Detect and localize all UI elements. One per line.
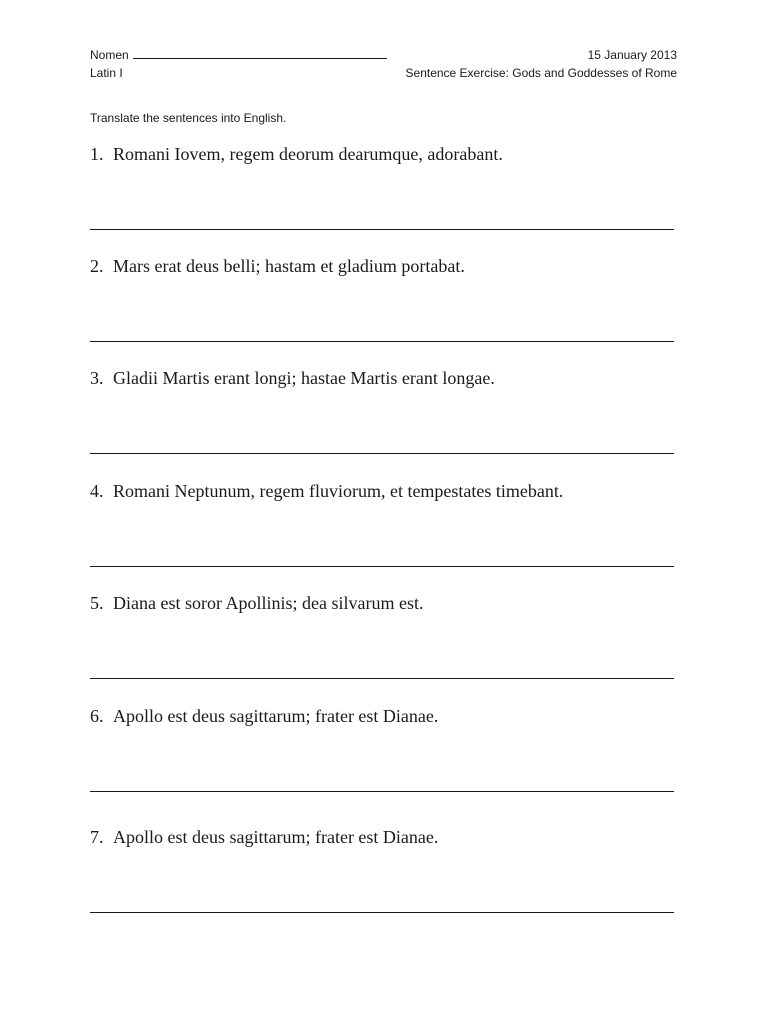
nomen-label: Nomen: [90, 48, 129, 62]
sentence-number: 3.: [90, 368, 104, 388]
sentence-text: Diana est soror Apollinis; dea silvarum est.: [113, 593, 424, 613]
answer-line-3: [90, 453, 674, 454]
nomen-row: [90, 46, 387, 64]
sentence-4: [90, 480, 563, 502]
answer-line-2: [90, 341, 674, 342]
sentence-text: Mars erat deus belli; hastam et gladium portabat.: [113, 256, 465, 276]
course-label: Latin I: [90, 66, 123, 80]
sentence-6: [90, 705, 438, 727]
sentence-text: Gladii Martis erant longi; hastae Martis erant longae.: [113, 368, 495, 388]
sentence-number: 1.: [90, 144, 104, 164]
sentence-text: Romani Neptunum, regem fluviorum, et tempestates timebant.: [113, 481, 564, 501]
answer-line-6: [90, 791, 674, 792]
sentence-5: [90, 592, 423, 614]
sentence-3: [90, 367, 495, 389]
sentence-text: Romani Iovem, regem deorum dearumque, adorabant.: [113, 144, 503, 164]
sentence-text: Apollo est deus sagittarum; frater est Dianae.: [113, 827, 439, 847]
header-left: [90, 46, 387, 82]
date-label: 15 January 2013: [587, 48, 677, 62]
header-right: [406, 46, 677, 82]
sentence-7: [90, 826, 438, 848]
worksheet-title: Sentence Exercise: Gods and Goddesses of Rome: [405, 66, 677, 80]
sentence-text: Apollo est deus sagittarum; frater est Dianae.: [113, 706, 439, 726]
sentence-2: [90, 255, 465, 277]
sentence-number: 6.: [90, 706, 104, 726]
sentence-1: [90, 143, 503, 165]
answer-line-5: [90, 678, 674, 679]
instructions-text: Translate the sentences into English.: [90, 111, 287, 125]
name-blank-line: [133, 46, 387, 59]
sentence-number: 5.: [90, 593, 104, 613]
sentence-number: 4.: [90, 481, 104, 501]
sentence-number: 2.: [90, 256, 104, 276]
answer-line-7: [90, 912, 674, 913]
answer-line-4: [90, 566, 674, 567]
answer-line-1: [90, 229, 674, 230]
sentence-number: 7.: [90, 827, 104, 847]
